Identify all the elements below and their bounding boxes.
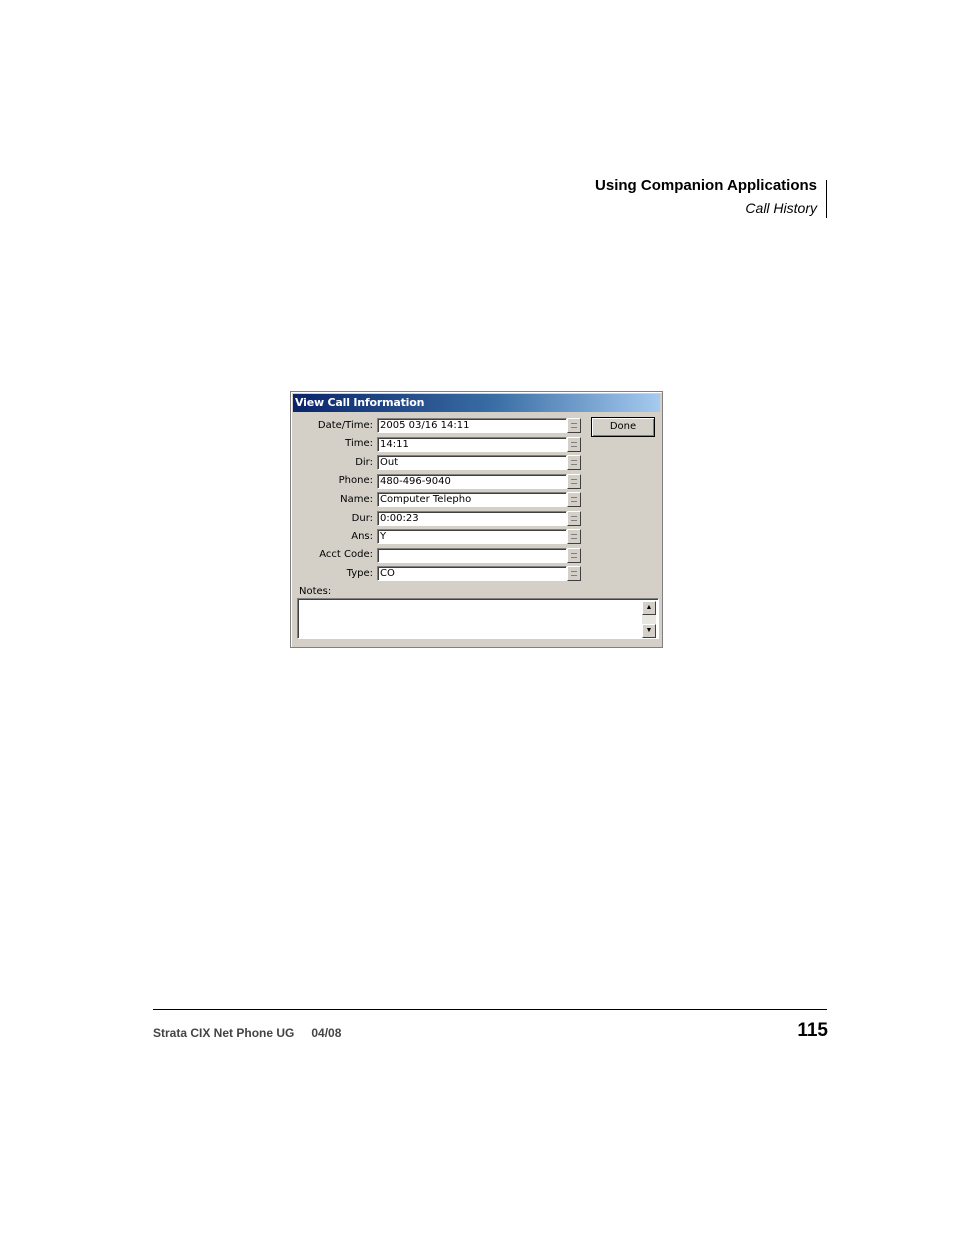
- notes-textarea[interactable]: [297, 598, 659, 639]
- footer-info: [153, 1026, 358, 1040]
- acct-code-label: Acct Code:: [319, 549, 373, 560]
- ans-label: Ans:: [351, 531, 373, 542]
- running-header: [595, 176, 817, 218]
- footer-divider: [153, 1009, 827, 1010]
- dur-field[interactable]: 0:00:23: [377, 511, 567, 526]
- date-time-field[interactable]: 2005 03/16 14:11: [377, 418, 567, 433]
- phone-field[interactable]: 480-496-9040: [377, 474, 567, 489]
- page-number: 115: [797, 1020, 828, 1041]
- acct-code-field[interactable]: [377, 548, 567, 563]
- time-field[interactable]: 14:11: [377, 437, 567, 452]
- dur-label: Dur:: [351, 513, 373, 524]
- time-spin-button[interactable]: [567, 437, 581, 452]
- type-field[interactable]: CO: [377, 566, 567, 581]
- done-button[interactable]: Done: [591, 417, 655, 437]
- dir-spin-button[interactable]: [567, 455, 581, 470]
- name-field[interactable]: Computer Telepho: [377, 492, 567, 507]
- phone-spin-button[interactable]: [567, 474, 581, 489]
- time-label: Time:: [345, 438, 373, 449]
- dir-label: Dir:: [355, 457, 373, 468]
- type-spin-button[interactable]: [567, 566, 581, 581]
- section-title: Using Companion Applications: [595, 177, 817, 194]
- scroll-down-arrow-icon[interactable]: ▼: [642, 624, 656, 638]
- ans-field[interactable]: Y: [377, 529, 567, 544]
- phone-label: Phone:: [338, 475, 373, 486]
- footer-date: 04/08: [311, 1026, 342, 1040]
- type-label: Type:: [346, 568, 373, 579]
- date-time-label: Date/Time:: [317, 420, 373, 431]
- dialog-title: View Call Information: [295, 396, 425, 409]
- header-divider: [826, 180, 827, 218]
- name-label: Name:: [340, 494, 373, 505]
- ans-spin-button[interactable]: [567, 529, 581, 544]
- date-time-spin-button[interactable]: [567, 418, 581, 433]
- notes-label: Notes:: [299, 586, 332, 597]
- name-spin-button[interactable]: [567, 492, 581, 507]
- scroll-up-arrow-icon[interactable]: ▲: [642, 601, 656, 615]
- section-subtitle: Call History: [745, 200, 817, 216]
- acct-code-spin-button[interactable]: [567, 548, 581, 563]
- dir-field[interactable]: Out: [377, 455, 567, 470]
- dur-spin-button[interactable]: [567, 511, 581, 526]
- dialog-titlebar[interactable]: [293, 394, 660, 412]
- view-call-information-dialog: [290, 391, 663, 648]
- notes-scrollbar[interactable]: [642, 601, 656, 638]
- footer-doc-title: Strata CIX Net Phone UG: [153, 1026, 295, 1040]
